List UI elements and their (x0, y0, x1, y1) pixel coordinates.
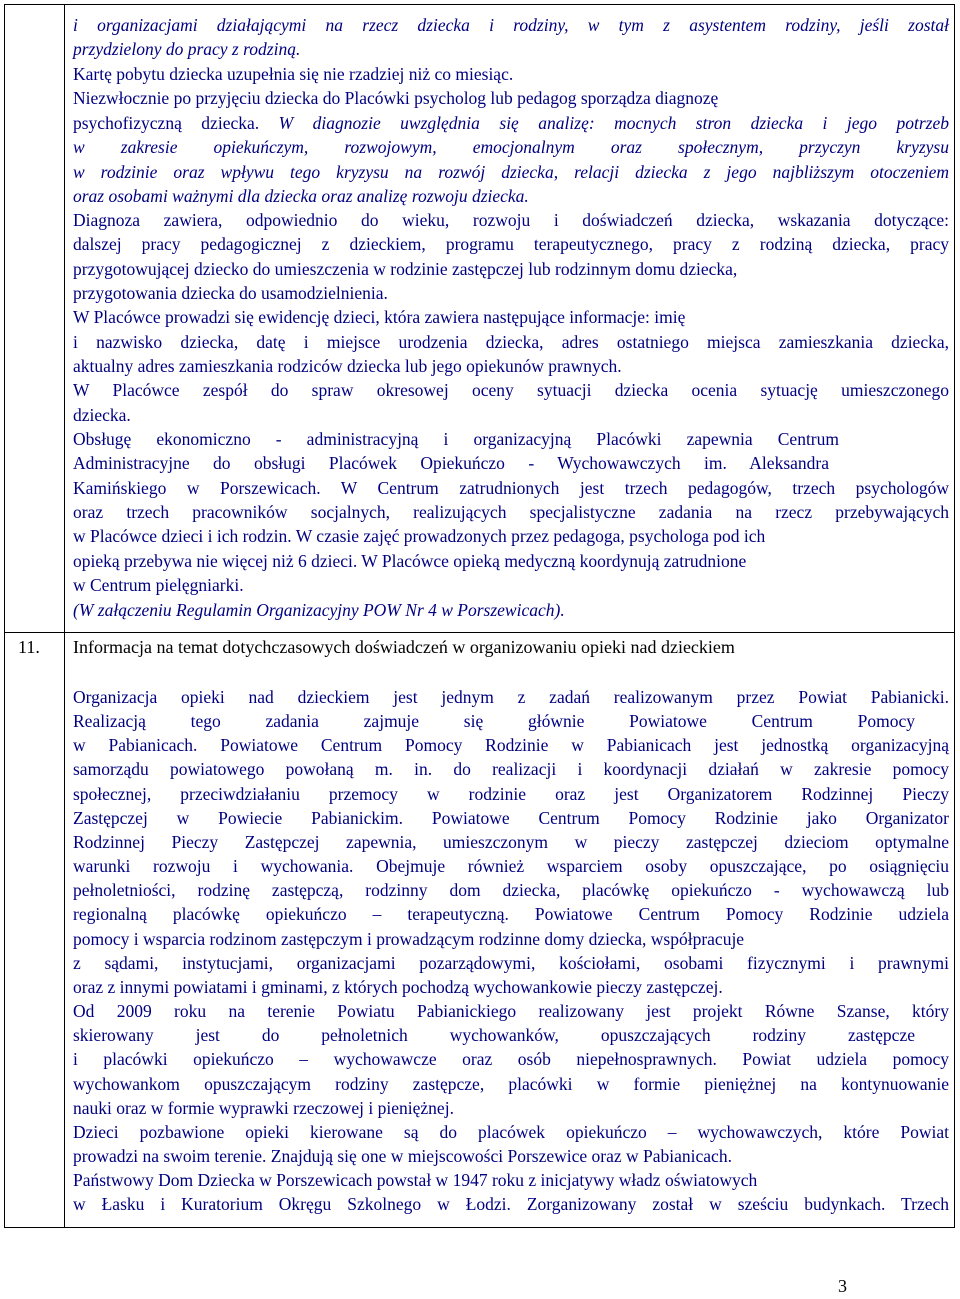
text-line: Od 2009 roku na terenie Powiatu Pabianickiego realizowany jest projekt Równe Szanse, który (73, 1001, 949, 1022)
text-line: w Placówce dzieci i ich rodzin. W czasie zajęć prowadzonych przez pedagoga, psychologa pod ich (73, 526, 766, 547)
text-line: dziecka. (73, 404, 131, 425)
section-number: 11. (18, 637, 40, 657)
top-italic-text (73, 13, 949, 62)
text-line: nauki oraz w formie wyprawki rzeczowej i pieniężnej. (73, 1097, 454, 1118)
text-line: Zastępczej w Powiecie Pabianickim. Powiatowe Centrum Pomocy Rodzinie jako Organizator (73, 807, 949, 828)
text-line: Kamińskiego w Porszewicach. W Centrum zatrudnionych jest trzech pedagogów, trzech psychologów (73, 477, 949, 498)
row-divider (5, 632, 954, 633)
text-line: pomocy i wsparcia rodzinom zastępczym i prowadzącym rodzinne domy dziecka, współpracuje (73, 928, 745, 949)
text-line: prowadzi na swoim terenie. Znajdują się one w miejscowości Porszewice oraz w Pabianicach. (73, 1145, 732, 1166)
section-heading: Informacja na temat dotychczasowych doświadczeń w organizowaniu opieki nad dzieckiem (73, 637, 735, 657)
diagnosis-paragraph (73, 111, 949, 209)
text-line: Niezwłocznie po przyjęciu dziecka do Placówki psycholog lub pedagog sporządza diagnozę (73, 88, 719, 109)
text-line: przygotowującej dziecko do umieszczenia w rodzinie zastępczej lub rodzinnym domu dziecka, (73, 258, 738, 279)
text-line: Państwowy Dom Dziecka w Porszewicach powstał w 1947 roku z inicjatywy władz oświatowych (73, 1170, 758, 1191)
text-line: Administracyjne do obsługi Placówek Opiekuńczo - Wychowawczych im. Aleksandra (73, 453, 829, 474)
text-line: oraz trzech pracowników socjalnych, realizujących specjalistyczne zadania na rzecz przebywających (73, 502, 949, 523)
text-line: w Centrum pielęgniarki. (73, 575, 244, 596)
text-line: regionalną placówkę opiekuńczo – terapeutyczną. Powiatowe Centrum Pomocy Rodzinie udziela (73, 904, 949, 925)
text-line: Obsługę ekonomiczno - administracyjną i organizacyjną Placówki zapewnia Centrum (73, 429, 839, 450)
section-body (73, 685, 949, 1216)
text-line: i placówki opiekuńczo – wychowawcze oraz osób niepełnosprawnych. Powiat udziela pomocy (73, 1049, 949, 1070)
text-line: W Placówce zespół do spraw okresowej oceny sytuacji dziecka ocenia sytuację umieszczonego (73, 380, 949, 401)
text-line: z sądami, instytucjami, organizacjami pozarządowymi, kościołami, osobami fizycznymi i prawnymi (73, 952, 949, 973)
text-line: Organizacja opieki nad dzieckiem jest jednym z zadań realizowanym przez Powiat Pabianicki. (73, 687, 949, 707)
text-line: w Łasku i Kuratorium Okręgu Szkolnego w Łodzi. Zorganizowany został w sześciu budynkach. Trzech (73, 1194, 949, 1215)
text-line: dalszej pracy pedagogicznej z dzieckiem, programu terapeutycznego, pracy z rodziną dziecka, pracy (73, 234, 949, 255)
text-line: oraz z innymi powiatami i gminami, z których pochodzą wychowankowie pieczy zastępczej. (73, 976, 723, 997)
text-line: Rodzinnej Pieczy Zastępczej zapewnia, umieszczonym w pieczy zastępczej dzieciom optymalne (73, 831, 949, 852)
diagnoza-paragraphs (73, 208, 949, 622)
text-line: W Placówce prowadzi się ewidencję dzieci, która zawiera następujące informacje: imię (73, 307, 686, 328)
text-line: wychowankom opuszczającym rodziny zastępcze, placówki w formie pieniężnej na kontynuowanie (73, 1073, 949, 1094)
text-line: przygotowania dziecka do usamodzielnienia. (73, 283, 388, 304)
text-line: Diagnoza zawiera, odpowiednio do wieku, rozwoju i doświadczeń dziecka, wskazania dotyczące: (73, 210, 949, 230)
text-line: Kartę pobytu dziecka uzupełnia się nie rzadziej niż co miesiąc. (73, 64, 514, 84)
text-line (73, 111, 949, 135)
text-line: przydzielony do pracy z rodziną. (73, 39, 301, 60)
text-line: i organizacjami działającymi na rzecz dziecka i rodziny, w tym z asystentem rodziny, jeśli został (73, 15, 949, 35)
text-line: społecznej, przeciwdziałaniu przemocy w rodzinie oraz jest Organizatorem Rodzinnej Pieczy (73, 783, 949, 804)
text-line: oraz osobami ważnymi dla dziecka oraz analizę rozwoju dziecka. (73, 186, 529, 207)
text-line: w Pabianicach. Powiatowe Centrum Pomocy Rodzinie w Pabianicach jest jednostką organizacyjną (73, 735, 949, 756)
text-line: Dzieci pozbawione opieki kierowane są do placówek opiekuńczo – wychowawczych, które Powiat (73, 1121, 949, 1142)
diagnosis-intro: psychofizyczną dziecka. (73, 113, 260, 133)
text-line: w zakresie opiekuńczym, rozwojowym, emocjonalnym oraz społecznym, przyczyn kryzysu (73, 137, 949, 158)
text-line: (W załączeniu Regulamin Organizacyjny POW Nr 4 w Porszewicach). (73, 599, 565, 620)
text-line: warunki rozwoju i wychowania. Obejmuje również wsparciem osoby opuszczające, po osiągnięciu (73, 856, 949, 877)
text-line: aktualny adres zamieszkania rodziców dziecka lub jego opiekunów prawnych. (73, 356, 622, 377)
text-line: i nazwisko dziecka, datę i miejsce urodzenia dziecka, adres ostatniego miejsca zamieszkania dziecka, (73, 331, 949, 352)
diagnosis-italic-first: W diagnozie uwzględnia się analizę: mocnych stron dziecka i jego potrzeb (278, 113, 949, 133)
text-line: skierowany jest do pełnoletnich wychowanków, opuszczających rodziny zastępcze (73, 1025, 915, 1046)
text-line: Realizacją tego zadania zajmuje się głównie Powiatowe Centrum Pomocy (73, 711, 915, 732)
text-line: pełnoletniości, rodzinę zastępczą, rodzinny dom dziecka, placówkę opiekuńczo - wychowawczą lub (73, 880, 949, 901)
text-line: w rodzinie oraz wpływu tego kryzysu na rozwój dziecka, relacji dziecka z jego najbliższym otoczeniem (73, 161, 949, 182)
column-divider (64, 5, 65, 1227)
page-number: 3 (838, 1276, 847, 1296)
text-line: samorządu powiatowego powołaną m. in. do realizacji i koordynacji działań w zakresie pomocy (73, 759, 949, 780)
text-line: opieką przebywa nie więcej niż 6 dzieci. W Placówce opieką medyczną koordynują zatrudnione (73, 550, 747, 571)
top-upright-text (73, 62, 949, 111)
